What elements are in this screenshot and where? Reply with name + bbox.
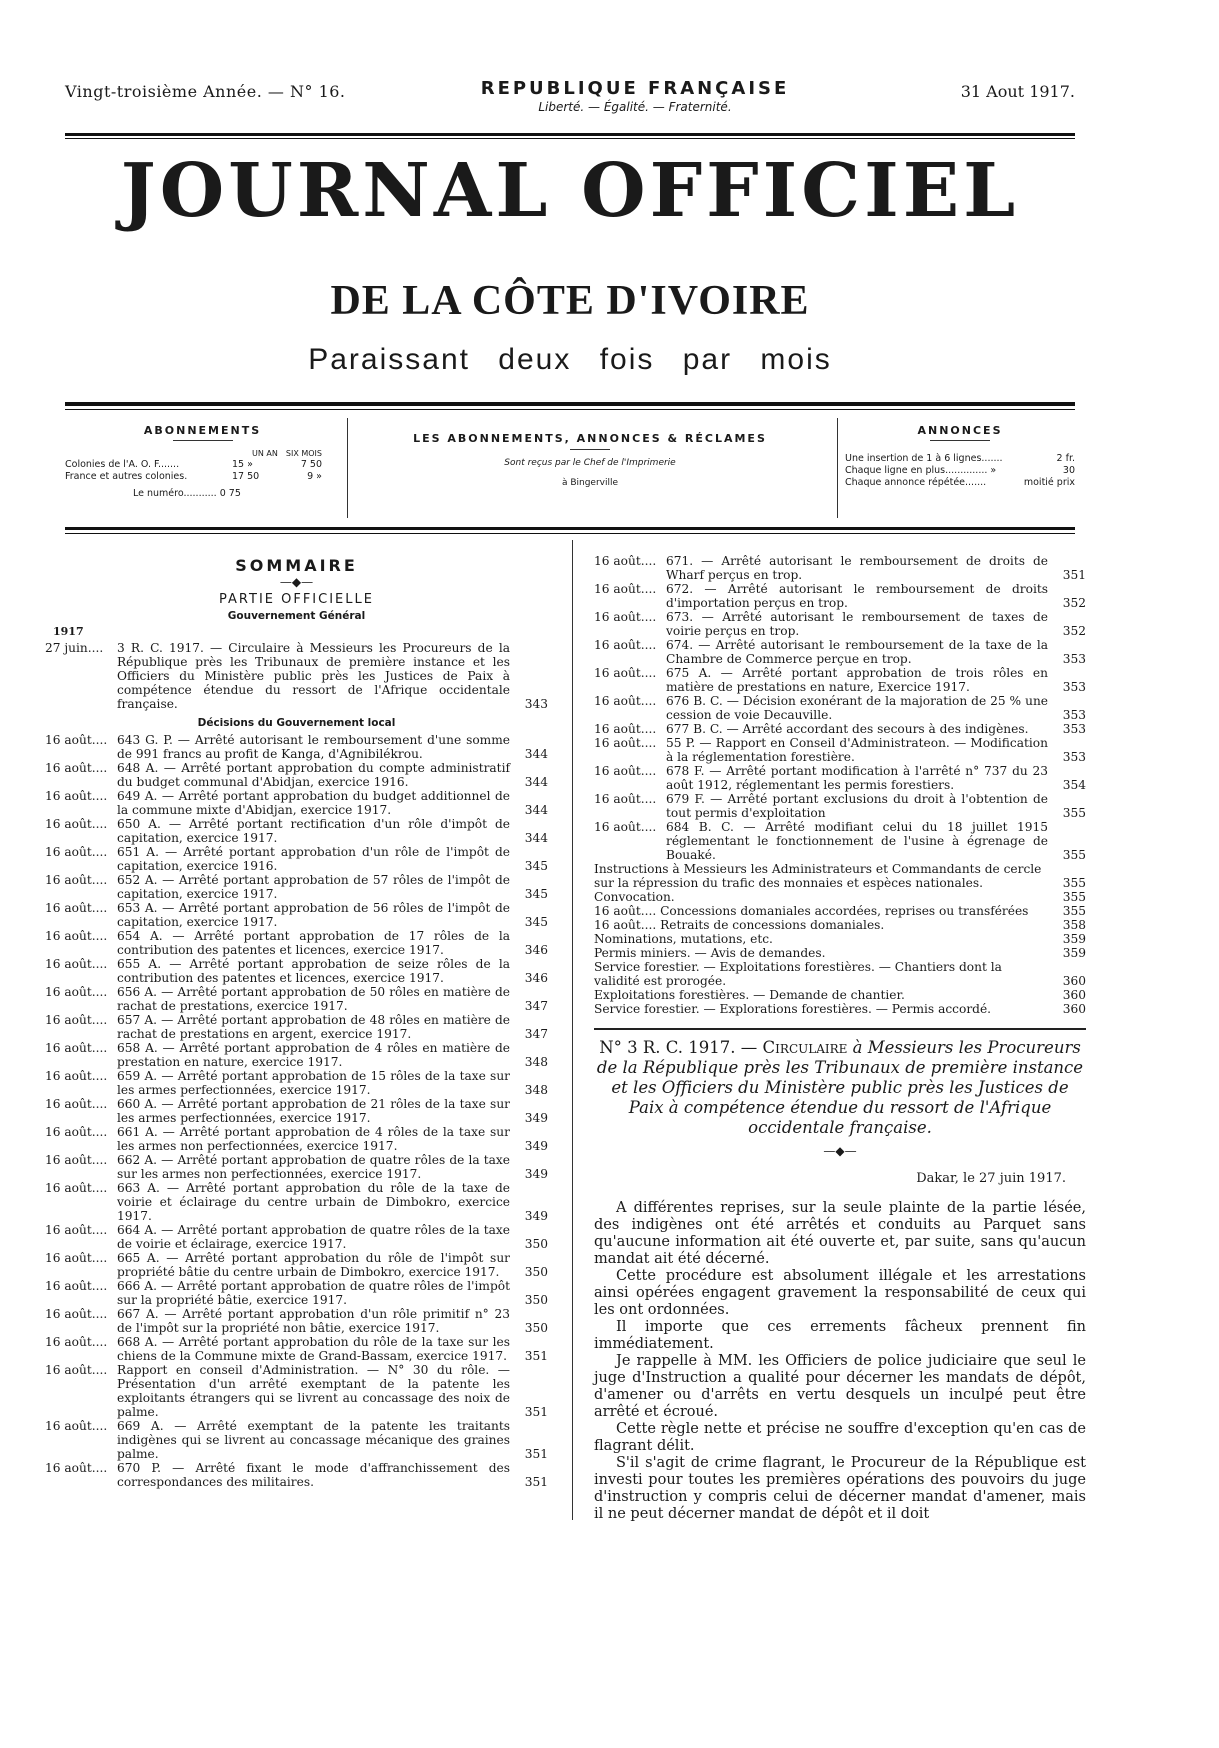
sommaire-left-column	[45, 555, 548, 1489]
section-rule	[594, 1028, 1086, 1030]
entry-date: 16 août....	[594, 582, 657, 596]
masthead-top-line	[65, 78, 1075, 114]
entry-page: 350	[524, 1293, 548, 1307]
annonces-panel	[845, 424, 1075, 489]
gouvernement-general-heading: Gouvernement Général	[227, 610, 366, 622]
entry-text: 668 A. — Arrêté portant approbation du rôle de la taxe sur les chiens de la Commune mixte de Grand-Bassam, exercice 1917.	[117, 1335, 510, 1363]
sommaire-entry	[594, 582, 1086, 610]
entry-text: 649 A. — Arrêté portant approbation du budget additionnel de la commune mixte d'Abidjan, exercice 1917.	[117, 789, 510, 817]
entry-page: 353	[1062, 708, 1086, 722]
entry-text: 661 A. — Arrêté portant approbation de 4 rôles de la taxe sur les armes non perfectionnées, exercice 1917.	[117, 1125, 510, 1153]
sommaire-entries-right	[594, 554, 1086, 862]
entry-page: 346	[524, 943, 548, 957]
entry-page: 353	[1062, 652, 1086, 666]
col-six-label: SIX MOIS	[285, 449, 322, 458]
entry-text: 652 A. — Arrêté portant approbation de 57 rôles de l'impôt de capitation, exercice 1917.	[117, 873, 510, 901]
entry-page: 345	[524, 859, 548, 873]
republic-motto: Liberté. — Égalité. — Fraternité.	[538, 100, 732, 114]
entry-page: 350	[524, 1237, 548, 1251]
entry-text: 662 A. — Arrêté portant approbation de quatre rôles de la taxe sur les armes non perfectionnées, exercice 1917.	[117, 1153, 510, 1181]
gouvernement-local-heading: Décisions du Gouvernement local	[197, 717, 396, 729]
entry-text: Instructions à Messieurs les Administrateurs et Commandants de cercle sur la répression du trafic des monnaies et espèces nationales.	[594, 862, 1042, 890]
entry-text: 643 G. P. — Arrêté autorisant le remboursement d'une somme de 991 francs au profit de Kanga, d'Agnibilékrou.	[117, 733, 510, 761]
circular-paragraph: A différentes reprises, sur la seule plainte de la partie lésée, des indigènes ont été arrêtés et conduits au Parquet sans qu'aucune information ait été ouverte et, par suite, sans qu'aucun mandat ait été décerné.	[594, 1200, 1086, 1267]
entry-page: 348	[524, 1055, 548, 1069]
subscriptions-panel	[65, 424, 340, 499]
sommaire-entry	[594, 694, 1086, 722]
entry-page: 345	[524, 915, 548, 929]
entry-text: 667 A. — Arrêté portant approbation d'un rôle primitif n° 23 de l'impôt sur la propriété non bâtie, exercice 1917.	[117, 1307, 510, 1335]
sommaire-entry	[45, 1251, 548, 1279]
entry-text: 660 A. — Arrêté portant approbation de 21 rôles de la taxe sur les armes perfectionnées, exercice 1917.	[117, 1097, 510, 1125]
subscription-box	[65, 418, 1075, 523]
circular-body	[594, 1200, 1086, 1523]
box-divider	[347, 418, 348, 518]
entry-text: Nominations, mutations, etc.	[594, 932, 773, 946]
issue-number: Vingt-troisième Année. — N° 16.	[65, 82, 346, 101]
sommaire-entry	[45, 1181, 548, 1223]
entry-date: 16 août....	[45, 1153, 108, 1167]
annonce-row: Chaque ligne en plus.............. » 30	[845, 465, 1075, 476]
entry-date: 16 août....	[45, 929, 108, 943]
entry-date: 16 août....	[45, 1461, 108, 1475]
entry-page: 348	[524, 1083, 548, 1097]
entry-page: 353	[1062, 680, 1086, 694]
entry-page: 352	[1062, 624, 1086, 638]
entry-text: 651 A. — Arrêté portant approbation d'un rôle de l'impôt de capitation, exercice 1916.	[117, 845, 510, 873]
sommaire-entry	[594, 862, 1086, 890]
entry-text: 678 F. — Arrêté portant modification à l'arrêté n° 737 du 23 août 1912, réglementant les permis forestiers.	[666, 764, 1048, 792]
entry-page: 345	[524, 887, 548, 901]
entry-page: 346	[524, 971, 548, 985]
entry-date: 16 août....	[45, 873, 108, 887]
sommaire-entry	[594, 610, 1086, 638]
entry-page: 344	[524, 803, 548, 817]
ornament: —◆—	[279, 575, 314, 589]
entry-text: Convocation.	[594, 890, 675, 904]
section-rule-thin	[65, 533, 1075, 534]
entry-page: 349	[524, 1139, 548, 1153]
entry-text: 675 A. — Arrêté portant approbation de trois rôles en matière de prestations en nature, Exercice 1917.	[666, 666, 1048, 694]
entry-page: 360	[1062, 1002, 1086, 1016]
section-rule	[65, 527, 1075, 530]
sommaire-entry	[594, 988, 1086, 1002]
entry-text: 658 A. — Arrêté portant approbation de 4 rôles en matière de prestation en nature, exercice 1917.	[117, 1041, 510, 1069]
entry-page: 359	[1062, 932, 1086, 946]
entry-text: Rapport en conseil d'Administration. — N° 30 du rôle. — Présentation d'un arrêté exemptant de la patente les exploitants étrangers qui se livrent au concassage des noix de palme.	[117, 1363, 510, 1419]
circular-heading: à Messieurs les Procureurs de la République près les Tribunaux de première instance et les Officiers du Ministère public près les Justices de Paix à compétence étendue du ressort de l'Afrique occidentale française.	[596, 1038, 1084, 1137]
publication-frequency: Paraissant deux fois par mois	[308, 343, 832, 376]
entry-text: 659 A. — Arrêté portant approbation de 15 rôles de la taxe sur les armes perfectionnées, exercice 1917.	[117, 1069, 510, 1097]
republic-block	[425, 78, 845, 114]
circular-paragraph: Il importe que ces errements fâcheux prennent fin immédiatement.	[594, 1319, 1086, 1352]
circular-paragraph: Cette règle nette et précise ne souffre d'exception qu'en cas de flagrant délit.	[594, 1421, 1086, 1454]
sommaire-entry	[594, 932, 1086, 946]
republic-title: REPUBLIQUE FRANÇAISE	[480, 78, 790, 99]
sommaire-entry	[45, 1125, 548, 1153]
entry-text: 656 A. — Arrêté portant approbation de 50 rôles en matière de rachat de prestations, exercice 1917.	[117, 985, 510, 1013]
box-divider	[837, 418, 838, 518]
annonces-heading: ANNONCES	[917, 424, 1003, 437]
sommaire-entry	[45, 1419, 548, 1461]
subscriptions-heading: ABONNEMENTS	[143, 424, 262, 437]
entry-page: 349	[524, 1167, 548, 1181]
circular-paragraph: Cette procédure est absolument illégale et les arrestations ainsi opérées engagent gravement la responsabilité de ceux qui les ont ordonnées.	[594, 1268, 1086, 1318]
entry-page: 349	[524, 1111, 548, 1125]
sommaire-entry	[594, 918, 1086, 932]
entry-date: 16 août....	[45, 901, 108, 915]
entry-text: 16 août.... Concessions domaniales accordées, reprises ou transférées	[594, 904, 1029, 918]
sommaire-entry	[45, 1223, 548, 1251]
entry-text: 672. — Arrêté autorisant le remboursement de droits d'importation perçus en trop.	[666, 582, 1048, 610]
entry-page: 353	[1062, 722, 1086, 736]
subscription-row: France et autres colonies. 17 50 9 »	[65, 471, 322, 482]
issue-date: 31 Aout 1917.	[960, 82, 1075, 101]
circular-title	[594, 1038, 1086, 1138]
entry-text: 676 B. C. — Décision exonérant de la majoration de 25 % une cession de voie Decauville.	[666, 694, 1048, 722]
sommaire-entry	[45, 1335, 548, 1363]
masthead-rule-thick	[65, 402, 1075, 406]
entry-text: 654 A. — Arrêté portant approbation de 17 rôles de la contribution des patentes et licences, exercice 1917.	[117, 929, 510, 957]
entry-page: 359	[1062, 946, 1086, 960]
entry-date: 16 août....	[594, 736, 657, 750]
partie-officielle-heading: PARTIE OFFICIELLE	[219, 592, 374, 607]
entry-date: 16 août....	[45, 789, 108, 803]
entry-text: 657 A. — Arrêté portant approbation de 48 rôles en matière de rachat de prestations en argent, exercice 1917.	[117, 1013, 510, 1041]
sommaire-entry	[45, 873, 548, 901]
entry-date: 16 août....	[45, 845, 108, 859]
entry-text: Service forestier. — Exploitations forestières. — Chantiers dont la validité est prorogée.	[594, 960, 1002, 988]
entry-text: 673. — Arrêté autorisant le remboursement de taxes de voirie perçus en trop.	[666, 610, 1048, 638]
center-panel	[355, 432, 825, 488]
entry-date: 16 août....	[45, 1125, 108, 1139]
sommaire-entry	[594, 554, 1086, 582]
masthead-rule-thin	[65, 409, 1075, 410]
entry-date: 16 août....	[45, 1013, 108, 1027]
entry-page: 355	[1062, 848, 1086, 862]
entry-page: 351	[524, 1447, 548, 1461]
sommaire-entry	[594, 792, 1086, 820]
sommaire-entry	[45, 733, 548, 761]
sommaire-entry	[594, 820, 1086, 862]
entry-text: 655 A. — Arrêté portant approbation de seize rôles de la contribution des patentes et licences, exercice 1917.	[117, 957, 510, 985]
circular-label: Circulaire	[762, 1038, 848, 1057]
entry-page: 351	[524, 1475, 548, 1489]
entry-date: 16 août....	[45, 1041, 108, 1055]
entry-page: 344	[524, 747, 548, 761]
entry-text: 55 P. — Rapport en Conseil d'Administrateon. — Modification à la réglementation forestière.	[666, 736, 1048, 764]
sommaire-entry	[594, 638, 1086, 666]
sommaire-entry: 27 juin.... 3 R. C. 1917. — Circulaire à Messieurs les Procureurs de la République près les Tribunaux de première instance et les Officiers du Ministère public près les Justices de Paix à compétence étendue du ressort de l'Afrique occidentale française. 343	[45, 641, 548, 711]
sommaire-entry	[45, 761, 548, 789]
center-heading: LES ABONNEMENTS, ANNONCES & RÉCLAMES	[413, 432, 767, 445]
entry-date: 16 août....	[594, 722, 657, 736]
entry-date: 16 août....	[45, 761, 108, 775]
entry-page: 355	[1062, 806, 1086, 820]
entry-text: 653 A. — Arrêté portant approbation de 56 rôles de l'impôt de capitation, exercice 1917.	[117, 901, 510, 929]
entry-date: 16 août....	[45, 1419, 108, 1433]
entry-page: 349	[524, 1209, 548, 1223]
entry-date: 16 août....	[45, 1335, 108, 1349]
sommaire-right-column	[594, 554, 1086, 1523]
entry-text: 674. — Arrêté autorisant le remboursement de la taxe de la Chambre de Commerce perçue en trop.	[666, 638, 1048, 666]
column-divider	[572, 540, 573, 1520]
entry-date: 16 août....	[45, 1097, 108, 1111]
entry-date: 16 août....	[594, 694, 657, 708]
sommaire-entry	[45, 901, 548, 929]
sommaire-entry	[45, 1307, 548, 1335]
entry-page: 355	[1062, 890, 1086, 904]
sommaire-entry	[45, 1041, 548, 1069]
sommaire-entry	[45, 1461, 548, 1489]
entry-text: 16 août.... Retraits de concessions domaniales.	[594, 918, 885, 932]
entry-page: 347	[524, 999, 548, 1013]
number-price: Le numéro........... 0 75	[133, 488, 241, 499]
entry-date: 16 août....	[45, 1069, 108, 1083]
sommaire-heading: SOMMAIRE	[235, 556, 358, 575]
sommaire-entry	[45, 1153, 548, 1181]
entry-text: 648 A. — Arrêté portant approbation du compte administratif du budget communal d'Abidjan, exercice 1916.	[117, 761, 510, 789]
year-label: 1917	[53, 625, 84, 638]
entry-text: Service forestier. — Explorations forestières. — Permis accordé.	[594, 1002, 992, 1016]
circular-paragraph: Je rappelle à MM. les Officiers de police judiciaire que seul le juge d'Instruction a qualité pour décerner les mandats de dépôt, d'amener ou d'arrêts en vertu desquels un inculpé peut être arrêté et écroué.	[594, 1353, 1086, 1420]
heading-underline	[173, 440, 233, 441]
entry-page: 344	[524, 831, 548, 845]
sommaire-entry	[594, 736, 1086, 764]
entry-date: 16 août....	[45, 1307, 108, 1321]
sommaire-entry	[45, 929, 548, 957]
entry-date: 16 août....	[45, 1251, 108, 1265]
sommaire-entry	[45, 1069, 548, 1097]
entry-page: 351	[524, 1349, 548, 1363]
circular-place-date: Dakar, le 27 juin 1917.	[916, 1171, 1066, 1186]
sommaire-entry	[45, 845, 548, 873]
entry-page: 353	[1062, 750, 1086, 764]
entry-text: Exploitations forestières. — Demande de chantier.	[594, 988, 905, 1002]
sommaire-entry	[594, 666, 1086, 694]
entry-text: 684 B. C. — Arrêté modifiant celui du 18 juillet 1915 réglementant le fonctionnement de l'usine à égrenage de Bouaké.	[666, 820, 1048, 862]
sommaire-entries-left	[45, 733, 548, 1489]
sommaire-entry	[594, 890, 1086, 904]
sommaire-entry	[594, 1002, 1086, 1016]
entry-date: 16 août....	[45, 985, 108, 999]
entry-page: 350	[524, 1265, 548, 1279]
entry-date: 16 août....	[45, 1181, 108, 1195]
annonce-row: Une insertion de 1 à 6 lignes....... 2 fr.	[845, 453, 1075, 464]
entry-date: 16 août....	[594, 792, 657, 806]
sommaire-entry	[45, 1013, 548, 1041]
annonce-row: Chaque annonce répétée....... moitié prix	[845, 477, 1075, 488]
entry-date: 16 août....	[594, 610, 657, 624]
entry-text: 663 A. — Arrêté portant approbation du rôle de la taxe de voirie et éclairage du centre urbain de Dimbokro, exercice 1917.	[117, 1181, 510, 1223]
center-line1: Sont reçus par le Chef de l'Imprimerie	[504, 458, 676, 468]
entry-text: 670 P. — Arrêté fixant le mode d'affranchissement des correspondances des militaires.	[117, 1461, 510, 1489]
sommaire-entry	[594, 764, 1086, 792]
entry-date: 16 août....	[45, 1223, 108, 1237]
subscription-row: Colonies de l'A. O. F....... 15 » 7 50	[65, 459, 322, 470]
entry-page: 350	[524, 1321, 548, 1335]
sommaire-entry	[45, 1097, 548, 1125]
sommaire-entry	[45, 1279, 548, 1307]
journal-title: JOURNAL OFFICIEL	[120, 148, 1020, 234]
sommaire-entry	[594, 904, 1086, 918]
entry-date: 16 août....	[594, 820, 657, 834]
entry-date: 16 août....	[45, 817, 108, 831]
sommaire-entry	[45, 1363, 548, 1419]
sommaire-misc-entries	[594, 862, 1086, 1016]
entry-date: 16 août....	[594, 764, 657, 778]
sommaire-entry	[45, 789, 548, 817]
entry-text: 669 A. — Arrêté exemptant de la patente les traitants indigènes qui se livrent au concassage mécanique des graines palme.	[117, 1419, 510, 1461]
entry-page: 351	[1062, 568, 1086, 582]
col-year-label: UN AN	[252, 449, 278, 458]
sommaire-entry	[594, 960, 1086, 988]
circular-number: N° 3 R. C. 1917. —	[599, 1038, 758, 1057]
entry-text: 666 A. — Arrêté portant approbation de quatre rôles de l'impôt sur la propriété bâtie, exercice 1917.	[117, 1279, 510, 1307]
entry-date: 16 août....	[594, 638, 657, 652]
ornament: —◆—	[823, 1144, 857, 1158]
entry-text: 650 A. — Arrêté portant rectification d'un rôle d'impôt de capitation, exercice 1917.	[117, 817, 510, 845]
entry-date: 16 août....	[45, 957, 108, 971]
center-line2: à Bingerville	[561, 478, 619, 488]
entry-page: 360	[1062, 988, 1086, 1002]
entry-page: 347	[524, 1027, 548, 1041]
masthead-rule-top	[65, 133, 1075, 136]
entry-text: Permis miniers. — Avis de demandes.	[594, 946, 826, 960]
entry-page: 360	[1062, 974, 1086, 988]
entry-text: 671. — Arrêté autorisant le remboursement de droits de Wharf perçus en trop.	[666, 554, 1048, 582]
entry-page: 354	[1062, 778, 1086, 792]
masthead-rule-top-thin	[65, 138, 1075, 139]
entry-page: 352	[1062, 596, 1086, 610]
sommaire-entry	[45, 817, 548, 845]
entry-date: 16 août....	[594, 666, 657, 680]
entry-date: 16 août....	[45, 1363, 108, 1377]
circular-paragraph: S'il s'agit de crime flagrant, le Procureur de la République est investi pour toutes les premières opérations des pouvoirs du juge d'instruction y compris celui de décerner mandat d'amener, mais il ne peut décerner mandat de dépôt et il doit	[594, 1455, 1086, 1522]
entry-text: 677 B. C. — Arrêté accordant des secours à des indigènes.	[666, 722, 1029, 736]
sommaire-entry	[594, 946, 1086, 960]
journal-subtitle: DE LA CÔTE D'IVOIRE	[330, 278, 810, 324]
sommaire-entry	[45, 985, 548, 1013]
entry-page: 351	[524, 1405, 548, 1419]
entry-date: 16 août....	[45, 1279, 108, 1293]
sommaire-entry	[594, 722, 1086, 736]
entry-text: 665 A. — Arrêté portant approbation du rôle de l'impôt sur propriété bâtie du centre urbain de Dimbokro, exercice 1917.	[117, 1251, 510, 1279]
entry-text: 664 A. — Arrêté portant approbation de quatre rôles de la taxe de voirie et éclairage, exercice 1917.	[117, 1223, 510, 1251]
entry-date: 16 août....	[594, 554, 657, 568]
sommaire-entry	[45, 957, 548, 985]
entry-page: 344	[524, 775, 548, 789]
entry-page: 355	[1062, 876, 1086, 890]
entry-text: 679 F. — Arrêté portant exclusions du droit à l'obtention de tout permis d'exploitation	[666, 792, 1048, 820]
entry-page: 358	[1062, 918, 1086, 932]
entry-date: 16 août....	[45, 733, 108, 747]
entry-page: 355	[1062, 904, 1086, 918]
